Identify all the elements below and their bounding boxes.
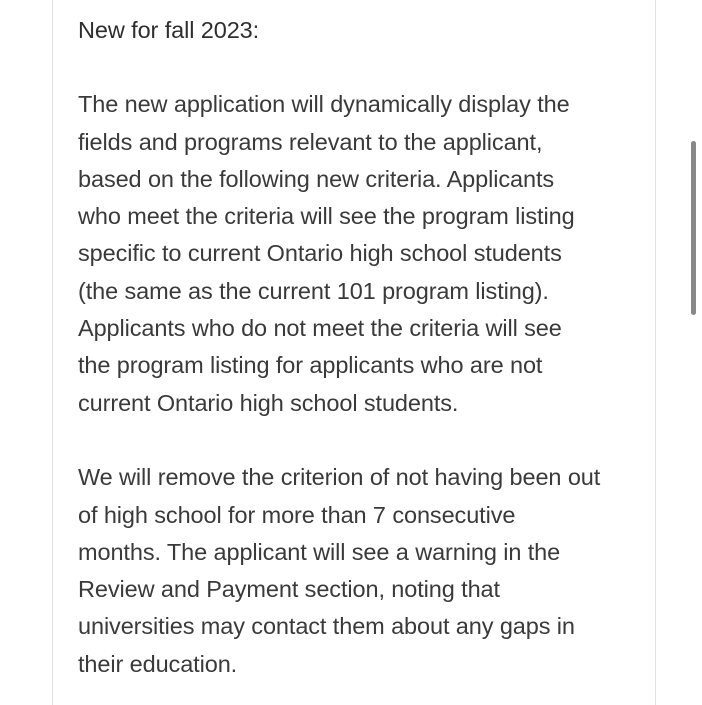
paragraph-criteria: The new application will dynamically display the fields and programs relevant to the applicant, based on the following new criteria. Applicants who meet the criteria will see the program listing specific to current Ontario high school students (the same as the current 101 program listing). Applicants who do not meet the criteria will see the program listing for applicants who are not current Ontario high school students. (78, 91, 575, 416)
paragraph-criterion-removal: We will remove the criterion of not having been out of high school for more than 7 consecutive months. The applicant will see a warning in the Review and Payment section, noting that universities may contact them about any gaps in their education. (78, 464, 601, 677)
section-heading: New for fall 2023: (78, 17, 260, 43)
scrollbar-thumb[interactable] (691, 141, 696, 315)
document-content (78, 12, 658, 705)
